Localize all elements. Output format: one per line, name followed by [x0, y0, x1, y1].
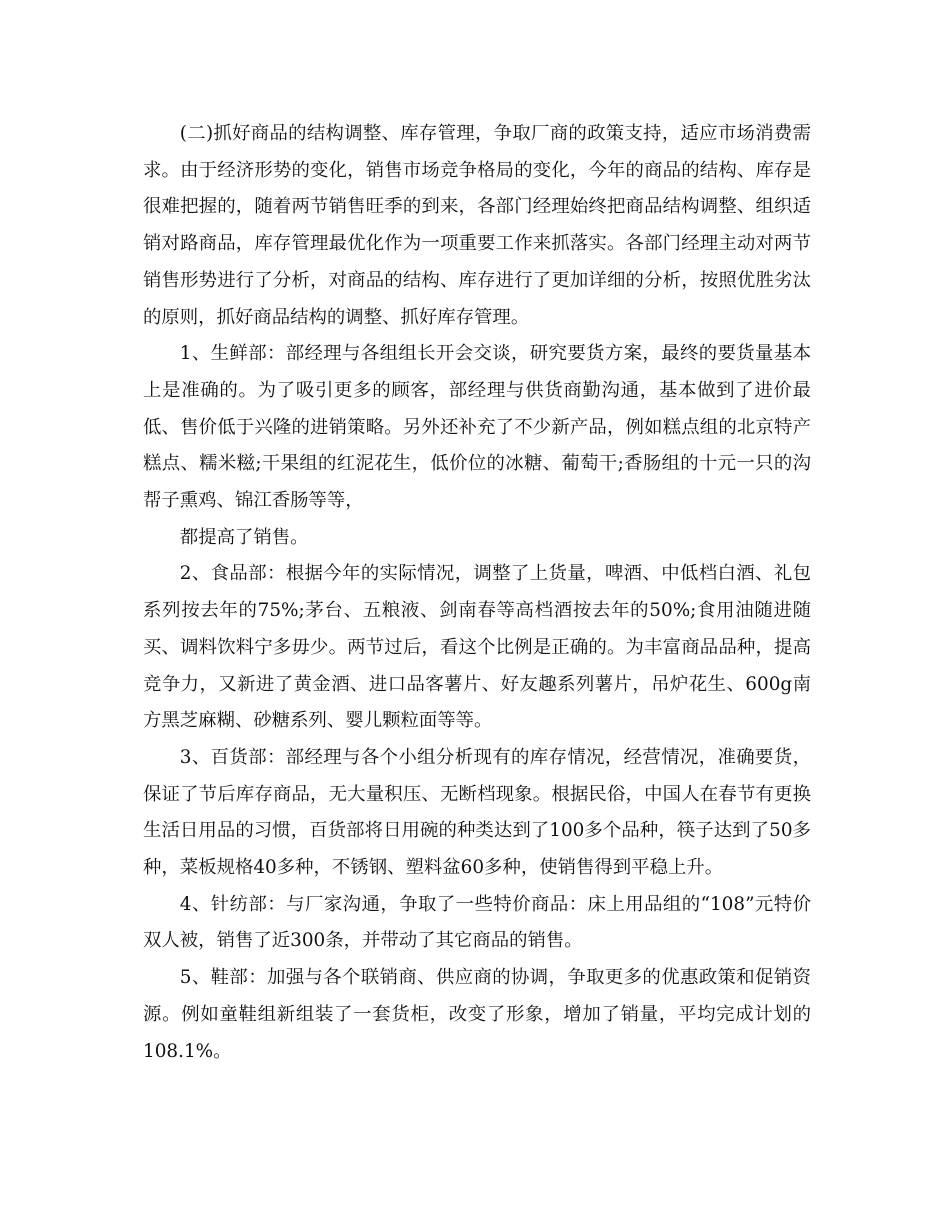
paragraph-food: 2、食品部：根据今年的实际情况，调整了上货量，啤酒、中低档白酒、礼包系列按去年的75%;茅台、五粮液、剑南春等高档酒按去年的50%;食用油随进随买、调料饮料宁多毋少。两节过后，看这个比例是正确的。为丰富商品品种，提高竞争力，又新进了黄金酒、进口品客薯片、好友趣系列薯片，吊炉花生、600g南方黑芝麻糊、砂糖系列、婴儿颗粒面等等。 [143, 563, 811, 732]
paragraph-shoes: 5、鞋部：加强与各个联销商、供应商的协调，争取更多的优惠政策和促销资源。例如童鞋组新组装了一套货柜，改变了形象，增加了销量，平均完成计划的108.1%。 [143, 967, 811, 1062]
paragraph-intro: (二)抓好商品的结构调整、库存管理，争取厂商的政策支持，适应市场消费需求。由于经济形势的变化，销售市场竞争格局的变化，今年的商品的结构、库存是很难把握的，随着两节销售旺季的到来，各部门经理始终把商品结构调整、组织适销对路商品，库存管理最优化作为一项重要工作来抓落实。各部门经理主动对两节销售形势进行了分析，对商品的结构、库存进行了更加详细的分析，按照优胜劣汰的原则，抓好商品结构的调整、抓好库存管理。 [143, 123, 811, 328]
paragraph-fresh-food: 1、生鲜部：部经理与各组组长开会交谈，研究要货方案，最终的要货量基本上是准确的。为了吸引更多的顾客，部经理与供货商勤沟通，基本做到了进价最低、售价低于兴隆的进销策略。另外还补充了不少新产品，例如糕点组的北京特产糕点、糯米糍;干果组的红泥花生，低价位的冰糖、葡萄干;香肠组的十元一只的沟帮子熏鸡、锦江香肠等等， [143, 343, 811, 512]
document-body [143, 116, 811, 1070]
paragraph-textiles: 4、针纺部：与厂家沟通，争取了一些特价商品：床上用品组的“108”元特价双人被，销售了近300条，并带动了其它商品的销售。 [143, 893, 811, 952]
paragraph-general-merchandise: 3、百货部：部经理与各个小组分析现有的库存情况，经营情况，准确要货，保证了节后库存商品，无大量积压、无断档现象。根据民俗，中国人在春节有更换生活日用品的习惯，百货部将日用碗的种类达到了100多个品种，筷子达到了50多种，菜板规格40多种，不锈钢、塑料盆60多种，使销售得到平稳上升。 [143, 746, 811, 879]
paragraph-fresh-food-tail: 都提高了销售。 [179, 526, 309, 548]
